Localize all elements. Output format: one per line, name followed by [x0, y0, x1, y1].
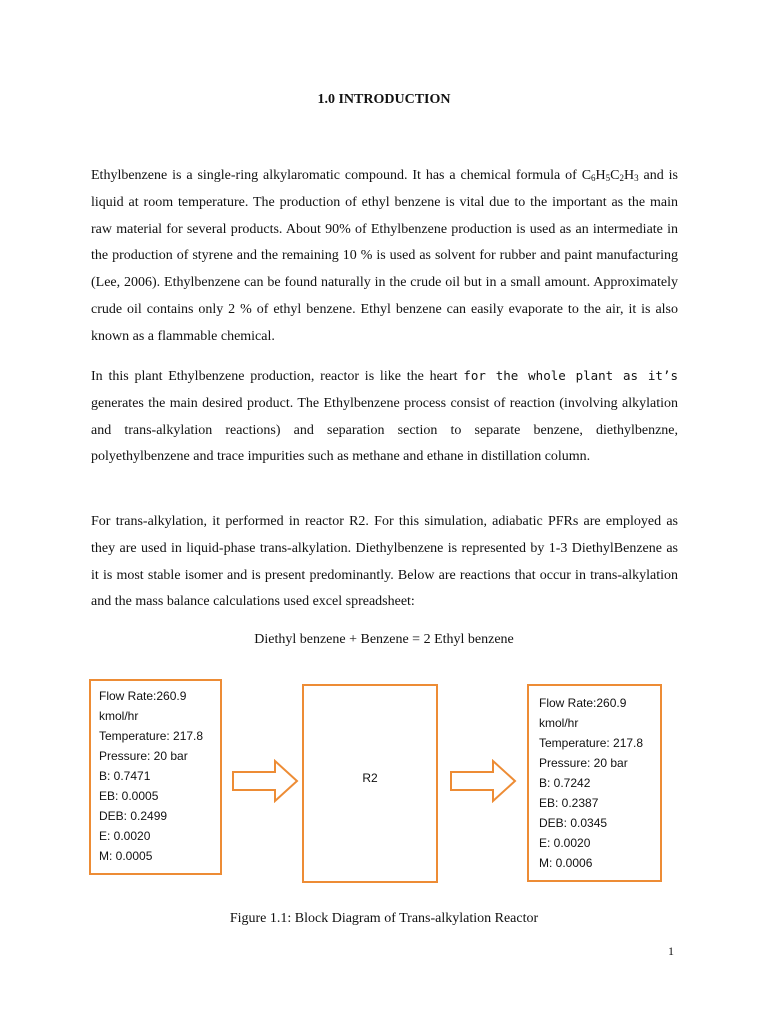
flow-arrow-icon	[449, 759, 517, 803]
outlet-stream-line: kmol/hr	[539, 716, 579, 730]
intro-paragraph-1	[91, 163, 678, 351]
formula-subscript-3: 2	[619, 173, 625, 183]
page-number: 1	[668, 944, 674, 958]
inlet-stream-list	[91, 681, 220, 866]
outlet-stream-line: Temperature: 217.8	[539, 736, 644, 750]
intro-paragraph-2	[91, 363, 678, 471]
outlet-stream-list	[529, 686, 660, 873]
paragraph1-text-e: and is liquid at room temperature. The production of ethyl benzene is vital due to the important as the main raw material for several products. About 90% of Ethylbenzene production is used as an intermediate in the production of styrene and the remaining 10 % is used as solvent for rubber and paint manufacturing (Lee, 2006). Ethylbenzene can be found naturally in the crude oil but in a small amount. Approximately crude oil contains only 2 % of ethyl benzene. Ethyl benzene can easily evaporate to the air, it is also known as a flammable chemical.	[91, 168, 678, 344]
paragraph2-text-mono: for the whole plant as it’s	[463, 368, 678, 383]
paragraph1-text-d: H	[624, 168, 635, 183]
formula-subscript-4: 3	[634, 173, 639, 183]
intro-paragraph-3: For trans-alkylation, it performed in reactor R2. For this simulation, adiabatic PFRs are employed as they are used in liquid-phase trans-alkylation. Diethylbenzene is represented by 1-3 DiethylBenzene as it is most stable isomer and is present predominantly. Below are reactions that occur in trans-alkylation and the mass balance calculations used excel spreadsheet:	[91, 514, 678, 610]
reactor-box	[302, 684, 438, 883]
inlet-stream-line: Temperature: 217.8	[99, 729, 204, 743]
paragraph2-text-b: generates the main desired product. The Ethylbenzene process consist of reaction (involving alkylation and trans-alkylation reactions) and separation section to separate benzene, diethylbenzne, polyethylbenzene and trace impurities such as methane and ethane in distillation column.	[91, 395, 678, 465]
outlet-stream-box	[527, 684, 662, 882]
reactor-label: R2	[362, 771, 378, 785]
inlet-stream-line: kmol/hr	[99, 709, 139, 723]
outlet-stream-line: EB: 0.2387	[539, 796, 599, 810]
inlet-stream-line: Flow Rate:260.9	[99, 689, 187, 703]
inlet-stream-line: M: 0.0005	[99, 849, 153, 863]
inlet-stream-line: E: 0.0020	[99, 829, 151, 843]
paragraph1-text-c: C	[610, 168, 620, 183]
inlet-stream-line: B: 0.7471	[99, 769, 151, 783]
outlet-stream-line: DEB: 0.0345	[539, 816, 608, 830]
section-heading: 1.0 INTRODUCTION	[317, 92, 451, 107]
paragraph1-text-a: Ethylbenzene is a single-ring alkylaromatic compound. It has a chemical formula of C	[91, 168, 592, 183]
outlet-stream-line: Flow Rate:260.9	[539, 696, 627, 710]
reaction-equation: Diethyl benzene + Benzene = 2 Ethyl benzene	[254, 632, 514, 647]
inlet-stream-line: EB: 0.0005	[99, 789, 159, 803]
flow-arrow-icon	[231, 759, 299, 803]
outlet-stream-line: Pressure: 20 bar	[539, 756, 628, 770]
paragraph1-text-b: H	[595, 168, 606, 183]
formula-subscript-2: 5	[605, 173, 611, 183]
formula-subscript-1: 6	[591, 173, 596, 183]
outlet-stream-line: M: 0.0006	[539, 856, 593, 870]
outlet-stream-line: E: 0.0020	[539, 836, 591, 850]
inlet-stream-line: Pressure: 20 bar	[99, 749, 188, 763]
figure-caption: Figure 1.1: Block Diagram of Trans-alkylation Reactor	[229, 911, 539, 926]
inlet-stream-line: DEB: 0.2499	[99, 809, 168, 823]
inlet-stream-box	[89, 679, 222, 875]
paragraph2-text-a: In this plant Ethylbenzene production, reactor is like the heart	[91, 369, 464, 384]
outlet-stream-line: B: 0.7242	[539, 776, 591, 790]
